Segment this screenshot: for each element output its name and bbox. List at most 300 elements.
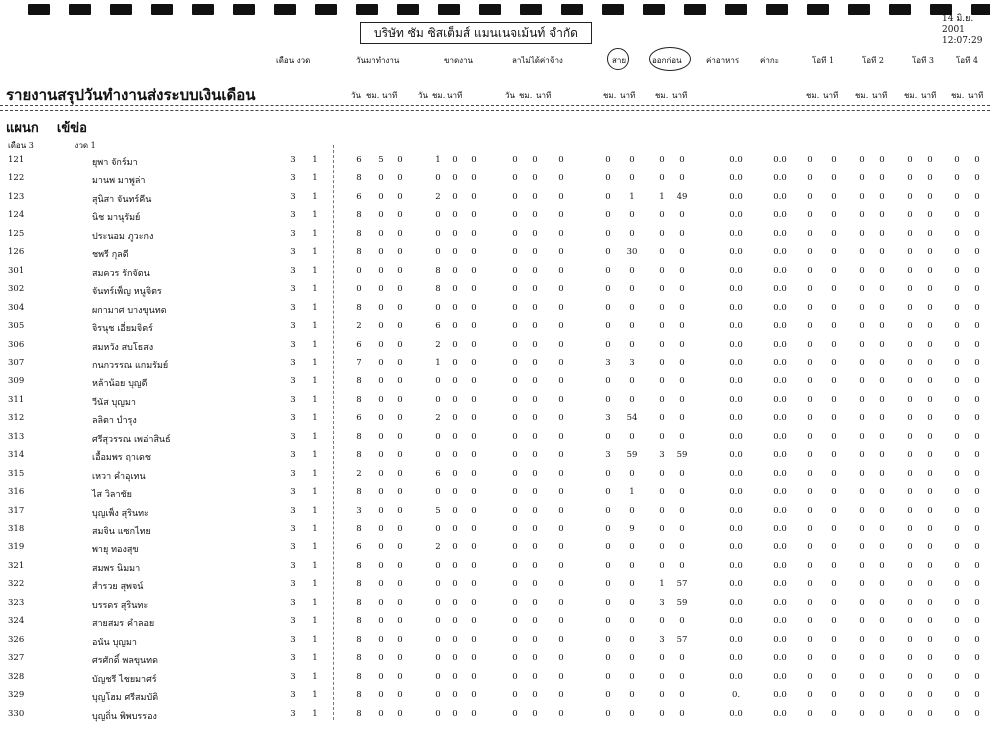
late-cell: 0 bbox=[605, 265, 611, 276]
absent-cell: 0 bbox=[452, 708, 458, 719]
food-cell: 0.0 bbox=[729, 339, 743, 350]
ot-cell: 0 bbox=[859, 210, 865, 221]
work-cell: 0 bbox=[378, 376, 384, 387]
ot-cell: 0 bbox=[879, 524, 885, 534]
employee-code: 327 bbox=[8, 653, 25, 664]
work-cell: 0 bbox=[397, 191, 403, 202]
unpaid-cell: 0 bbox=[512, 671, 518, 682]
work-cell: 0 bbox=[378, 505, 384, 516]
late-cell: 0 bbox=[629, 690, 635, 701]
ot-cell: 0 bbox=[927, 191, 933, 202]
table-row bbox=[0, 669, 990, 689]
period-cell: 1 bbox=[312, 302, 318, 313]
work-cell: 0 bbox=[378, 542, 384, 553]
header-shift: ค่ากะ bbox=[760, 56, 779, 65]
ot-cell: 0 bbox=[927, 284, 933, 295]
late-cell: 0 bbox=[629, 616, 635, 627]
employee-code: 317 bbox=[8, 505, 25, 516]
early-cell: 0 bbox=[659, 524, 665, 534]
period-cell: 1 bbox=[312, 191, 318, 202]
early-cell: 0 bbox=[659, 690, 665, 701]
ot-cell: 0 bbox=[927, 450, 933, 461]
ot-cell: 0 bbox=[927, 524, 933, 534]
work-cell: 0 bbox=[397, 376, 403, 387]
ot-cell: 0 bbox=[859, 339, 865, 350]
ot-cell: 0 bbox=[859, 155, 865, 165]
absent-cell: 0 bbox=[452, 542, 458, 553]
feed-hole bbox=[684, 4, 706, 15]
print-datetime bbox=[942, 14, 990, 47]
late-cell: 0 bbox=[605, 155, 611, 165]
table-row bbox=[0, 558, 990, 578]
late-cell: 1 bbox=[629, 191, 635, 202]
absent-cell: 0 bbox=[471, 634, 477, 645]
late-cell: 0 bbox=[605, 228, 611, 239]
absent-cell: 0 bbox=[452, 321, 458, 332]
early-cell: 0 bbox=[659, 671, 665, 682]
ot-cell: 0 bbox=[927, 690, 933, 701]
absent-cell: 0 bbox=[452, 376, 458, 387]
feed-hole bbox=[725, 4, 747, 15]
ot-cell: 0 bbox=[907, 505, 913, 516]
early-cell: 0 bbox=[659, 247, 665, 258]
absent-cell: 0 bbox=[471, 284, 477, 295]
ot-cell: 0 bbox=[954, 597, 960, 608]
work-cell: 8 bbox=[356, 302, 362, 313]
food-cell: 0.0 bbox=[729, 210, 743, 221]
ot-cell: 0 bbox=[927, 616, 933, 627]
employee-name: ประนอม ภูวะกง bbox=[92, 231, 154, 242]
ot-cell: 0 bbox=[954, 653, 960, 664]
shift-cell: 0.0 bbox=[773, 265, 787, 276]
shift-cell: 0.0 bbox=[773, 155, 787, 165]
early-cell: 0 bbox=[679, 560, 685, 571]
work-cell: 0 bbox=[397, 413, 403, 424]
employee-name: กนกวรรณ แกมรัมย์ bbox=[92, 360, 169, 371]
early-cell: 57 bbox=[676, 579, 688, 590]
early-cell: 3 bbox=[659, 634, 665, 645]
employee-code: 307 bbox=[8, 357, 25, 368]
unpaid-cell: 0 bbox=[512, 191, 518, 202]
employee-name: ไส วิลาชัย bbox=[92, 490, 132, 501]
ot-cell: 0 bbox=[831, 597, 837, 608]
food-cell: 0.0 bbox=[729, 284, 743, 295]
unpaid-cell: 0 bbox=[558, 542, 564, 553]
header-month-period: เดือน งวด bbox=[276, 56, 311, 65]
ot-cell: 0 bbox=[859, 450, 865, 461]
early-cell: 0 bbox=[679, 357, 685, 368]
ot-cell: 0 bbox=[859, 284, 865, 295]
food-cell: 0.0 bbox=[729, 468, 743, 479]
work-cell: 0 bbox=[378, 708, 384, 719]
period-cell: 1 bbox=[312, 173, 318, 184]
work-cell: 8 bbox=[356, 616, 362, 627]
unpaid-cell: 0 bbox=[558, 155, 564, 165]
employee-code: 316 bbox=[8, 487, 25, 498]
work-cell: 0 bbox=[397, 284, 403, 295]
ot-cell: 0 bbox=[954, 708, 960, 719]
absent-cell: 0 bbox=[452, 247, 458, 258]
early-cell: 0 bbox=[679, 431, 685, 442]
ot-cell: 0 bbox=[831, 487, 837, 498]
period-cell: 1 bbox=[312, 671, 318, 682]
early-cell: 0 bbox=[679, 228, 685, 239]
unpaid-cell: 0 bbox=[532, 634, 538, 645]
ot-cell: 0 bbox=[879, 173, 885, 184]
ot-cell: 0 bbox=[831, 302, 837, 313]
late-cell: 0 bbox=[605, 394, 611, 405]
feed-hole bbox=[356, 4, 378, 15]
table-row bbox=[0, 263, 990, 283]
unpaid-cell: 0 bbox=[512, 357, 518, 368]
work-cell: 0 bbox=[378, 339, 384, 350]
ot-cell: 0 bbox=[859, 431, 865, 442]
ot-cell: 0 bbox=[831, 265, 837, 276]
work-cell: 0 bbox=[397, 357, 403, 368]
unpaid-cell: 0 bbox=[512, 173, 518, 184]
ot-cell: 0 bbox=[954, 302, 960, 313]
ot-cell: 0 bbox=[807, 173, 813, 184]
early-cell: 0 bbox=[679, 394, 685, 405]
ot-cell: 0 bbox=[807, 302, 813, 313]
food-cell: 0.0 bbox=[729, 487, 743, 498]
early-cell: 0 bbox=[679, 376, 685, 387]
food-cell: 0.0 bbox=[729, 560, 743, 571]
absent-cell: 0 bbox=[435, 173, 441, 184]
month-cell: 3 bbox=[290, 265, 296, 276]
absent-cell: 0 bbox=[452, 505, 458, 516]
unpaid-cell: 0 bbox=[532, 155, 538, 165]
ot-cell: 0 bbox=[859, 357, 865, 368]
work-cell: 8 bbox=[356, 634, 362, 645]
absent-cell: 0 bbox=[471, 542, 477, 553]
ot-cell: 0 bbox=[807, 671, 813, 682]
shift-cell: 0.0 bbox=[773, 487, 787, 498]
late-cell: 9 bbox=[629, 524, 635, 534]
ot-cell: 0 bbox=[954, 468, 960, 479]
work-cell: 0 bbox=[356, 265, 362, 276]
month-cell: 3 bbox=[290, 210, 296, 221]
ot-cell: 0 bbox=[831, 284, 837, 295]
food-cell: 0.0 bbox=[729, 634, 743, 645]
ot-cell: 0 bbox=[879, 653, 885, 664]
employee-code: 302 bbox=[8, 284, 25, 295]
early-cell: 0 bbox=[679, 155, 685, 165]
absent-cell: 0 bbox=[471, 616, 477, 627]
unpaid-cell: 0 bbox=[532, 247, 538, 258]
ot-cell: 0 bbox=[859, 487, 865, 498]
employee-name: นิช มานุรัมย์ bbox=[92, 213, 141, 224]
shift-cell: 0.0 bbox=[773, 228, 787, 239]
sub-header-hour: ชม. bbox=[603, 91, 617, 100]
ot-cell: 0 bbox=[927, 155, 933, 165]
sub-header-hour: ชม. bbox=[904, 91, 918, 100]
employee-name: ยุพา จักร์มา bbox=[92, 158, 138, 168]
ot-cell: 0 bbox=[974, 579, 980, 590]
unpaid-cell: 0 bbox=[532, 524, 538, 534]
feed-hole bbox=[110, 4, 132, 15]
employee-code: 314 bbox=[8, 450, 25, 461]
unpaid-cell: 0 bbox=[532, 690, 538, 701]
unpaid-cell: 0 bbox=[558, 284, 564, 295]
food-cell: 0.0 bbox=[729, 247, 743, 258]
absent-cell: 0 bbox=[452, 191, 458, 202]
period-cell: 1 bbox=[312, 616, 318, 627]
ot-cell: 0 bbox=[927, 302, 933, 313]
sub-header-day: วัน bbox=[505, 91, 515, 100]
work-cell: 0 bbox=[378, 210, 384, 221]
table-row bbox=[0, 650, 990, 670]
month-cell: 3 bbox=[290, 339, 296, 350]
unpaid-cell: 0 bbox=[512, 616, 518, 627]
ot-cell: 0 bbox=[974, 376, 980, 387]
work-cell: 8 bbox=[356, 597, 362, 608]
ot-cell: 0 bbox=[954, 191, 960, 202]
ot-cell: 0 bbox=[859, 247, 865, 258]
ot-cell: 0 bbox=[907, 247, 913, 258]
absent-cell: 0 bbox=[452, 690, 458, 701]
ot-cell: 0 bbox=[879, 505, 885, 516]
feed-hole bbox=[561, 4, 583, 15]
work-cell: 0 bbox=[397, 450, 403, 461]
month-cell: 3 bbox=[290, 247, 296, 258]
ot-cell: 0 bbox=[974, 284, 980, 295]
period-cell: 1 bbox=[312, 505, 318, 516]
employee-code: 301 bbox=[8, 265, 25, 276]
early-cell: 0 bbox=[659, 505, 665, 516]
shift-cell: 0.0 bbox=[773, 357, 787, 368]
table-row bbox=[0, 337, 990, 357]
work-cell: 0 bbox=[378, 653, 384, 664]
ot-cell: 0 bbox=[974, 468, 980, 479]
absent-cell: 0 bbox=[471, 357, 477, 368]
absent-cell: 0 bbox=[452, 579, 458, 590]
ot-cell: 0 bbox=[907, 431, 913, 442]
unpaid-cell: 0 bbox=[532, 339, 538, 350]
table-row bbox=[0, 392, 990, 412]
employee-code: 305 bbox=[8, 321, 25, 332]
sub-header-hour: ชม. bbox=[432, 91, 446, 100]
unpaid-cell: 0 bbox=[532, 413, 538, 424]
month-cell: 3 bbox=[290, 468, 296, 479]
work-cell: 0 bbox=[397, 265, 403, 276]
unpaid-cell: 0 bbox=[558, 265, 564, 276]
ot-cell: 0 bbox=[974, 708, 980, 719]
unpaid-cell: 0 bbox=[532, 210, 538, 221]
ot-cell: 0 bbox=[907, 653, 913, 664]
absent-cell: 0 bbox=[471, 394, 477, 405]
ot-cell: 0 bbox=[831, 247, 837, 258]
late-cell: 0 bbox=[629, 155, 635, 165]
late-cell: 0 bbox=[629, 321, 635, 332]
ot-cell: 0 bbox=[807, 450, 813, 461]
table-row bbox=[0, 244, 990, 264]
ot-cell: 0 bbox=[974, 690, 980, 701]
late-cell: 0 bbox=[605, 671, 611, 682]
unpaid-cell: 0 bbox=[532, 560, 538, 571]
ot-cell: 0 bbox=[831, 339, 837, 350]
ot-cell: 0 bbox=[859, 560, 865, 571]
ot-cell: 0 bbox=[807, 524, 813, 534]
late-cell: 0 bbox=[629, 560, 635, 571]
ot-cell: 0 bbox=[907, 376, 913, 387]
ot-cell: 0 bbox=[831, 155, 837, 165]
ot-cell: 0 bbox=[807, 579, 813, 590]
month-cell: 3 bbox=[290, 191, 296, 202]
absent-cell: 0 bbox=[471, 708, 477, 719]
ot-cell: 0 bbox=[907, 155, 913, 165]
ot-cell: 0 bbox=[974, 265, 980, 276]
unpaid-cell: 0 bbox=[512, 247, 518, 258]
ot-cell: 0 bbox=[927, 210, 933, 221]
work-cell: 2 bbox=[356, 468, 362, 479]
work-cell: 0 bbox=[397, 228, 403, 239]
absent-cell: 8 bbox=[435, 265, 441, 276]
table-row bbox=[0, 595, 990, 615]
feed-hole bbox=[28, 4, 50, 15]
employee-name: บุญถิ่น พิพบรรอง bbox=[92, 711, 157, 722]
employee-code: 304 bbox=[8, 302, 25, 313]
shift-cell: 0.0 bbox=[773, 210, 787, 221]
ot-cell: 0 bbox=[831, 357, 837, 368]
ot-cell: 0 bbox=[954, 321, 960, 332]
work-cell: 0 bbox=[397, 690, 403, 701]
late-cell: 0 bbox=[629, 431, 635, 442]
work-cell: 8 bbox=[356, 690, 362, 701]
ot-cell: 0 bbox=[807, 542, 813, 553]
ot-cell: 0 bbox=[954, 450, 960, 461]
ot-cell: 0 bbox=[907, 524, 913, 534]
ot-cell: 0 bbox=[807, 597, 813, 608]
table-row bbox=[0, 687, 990, 707]
ot-cell: 0 bbox=[974, 542, 980, 553]
header-ot1: โอที 1 bbox=[812, 56, 835, 65]
absent-cell: 0 bbox=[471, 468, 477, 479]
food-cell: 0.0 bbox=[729, 524, 743, 534]
absent-cell: 8 bbox=[435, 284, 441, 295]
ot-cell: 0 bbox=[859, 542, 865, 553]
ot-cell: 0 bbox=[807, 155, 813, 165]
ot-cell: 0 bbox=[831, 431, 837, 442]
late-cell: 0 bbox=[629, 708, 635, 719]
employee-name: บรรดร สุรินทะ bbox=[92, 600, 149, 611]
ot-cell: 0 bbox=[859, 579, 865, 590]
late-cell: 0 bbox=[629, 505, 635, 516]
early-cell: 0 bbox=[659, 155, 665, 165]
early-cell: 0 bbox=[679, 653, 685, 664]
absent-cell: 0 bbox=[452, 450, 458, 461]
ot-cell: 0 bbox=[879, 210, 885, 221]
absent-cell: 2 bbox=[435, 413, 441, 424]
work-cell: 0 bbox=[397, 173, 403, 184]
ot-cell: 0 bbox=[907, 210, 913, 221]
food-cell: 0.0 bbox=[729, 431, 743, 442]
late-cell: 0 bbox=[629, 579, 635, 590]
early-cell: 0 bbox=[679, 468, 685, 479]
table-row bbox=[0, 632, 990, 652]
ot-cell: 0 bbox=[974, 653, 980, 664]
period-cell: 1 bbox=[312, 487, 318, 498]
ot-cell: 0 bbox=[807, 228, 813, 239]
absent-cell: 0 bbox=[471, 560, 477, 571]
period-label: งวด bbox=[74, 141, 89, 150]
absent-cell: 0 bbox=[452, 653, 458, 664]
late-cell: 3 bbox=[629, 357, 635, 368]
ot-cell: 0 bbox=[927, 394, 933, 405]
ot-cell: 0 bbox=[879, 487, 885, 498]
ot-cell: 0 bbox=[974, 487, 980, 498]
unpaid-cell: 0 bbox=[532, 579, 538, 590]
late-cell: 0 bbox=[629, 634, 635, 645]
period-cell: 1 bbox=[312, 690, 318, 701]
absent-cell: 5 bbox=[435, 505, 441, 516]
month-cell: 3 bbox=[290, 284, 296, 295]
header-absent: ขาดงาน bbox=[444, 56, 474, 65]
table-row bbox=[0, 484, 990, 504]
late-cell: 30 bbox=[626, 247, 638, 258]
month-cell: 3 bbox=[290, 690, 296, 701]
absent-cell: 0 bbox=[452, 671, 458, 682]
unpaid-cell: 0 bbox=[558, 468, 564, 479]
sub-header-day: วัน bbox=[418, 91, 428, 100]
month-cell: 3 bbox=[290, 228, 296, 239]
food-cell: 0.0 bbox=[729, 542, 743, 553]
month-cell: 3 bbox=[290, 616, 296, 627]
shift-cell: 0.0 bbox=[773, 321, 787, 332]
ot-cell: 0 bbox=[954, 690, 960, 701]
work-cell: 0 bbox=[378, 690, 384, 701]
unpaid-cell: 0 bbox=[512, 487, 518, 498]
early-cell: 0 bbox=[659, 321, 665, 332]
employee-code: 121 bbox=[8, 155, 25, 165]
period-cell: 1 bbox=[312, 450, 318, 461]
ot-cell: 0 bbox=[879, 671, 885, 682]
employee-name: ศรีสุวรรณ เพอ่าสินธ์ bbox=[92, 434, 171, 445]
unpaid-cell: 0 bbox=[512, 634, 518, 645]
shift-cell: 0.0 bbox=[773, 653, 787, 664]
feed-hole bbox=[397, 4, 419, 15]
ot-cell: 0 bbox=[927, 505, 933, 516]
work-cell: 0 bbox=[378, 302, 384, 313]
table-row bbox=[0, 447, 990, 467]
period-cell: 1 bbox=[312, 653, 318, 664]
late-cell: 0 bbox=[629, 653, 635, 664]
late-cell: 0 bbox=[605, 247, 611, 258]
ot-cell: 0 bbox=[807, 653, 813, 664]
late-cell: 0 bbox=[605, 579, 611, 590]
early-cell: 0 bbox=[679, 524, 685, 534]
ot-cell: 0 bbox=[859, 191, 865, 202]
early-cell: 0 bbox=[679, 339, 685, 350]
work-cell: 0 bbox=[378, 321, 384, 332]
shift-cell: 0.0 bbox=[773, 597, 787, 608]
ot-cell: 0 bbox=[927, 597, 933, 608]
late-cell: 0 bbox=[629, 542, 635, 553]
work-cell: 8 bbox=[356, 671, 362, 682]
period-cell: 1 bbox=[312, 155, 318, 165]
month-period-line bbox=[8, 139, 96, 152]
absent-cell: 0 bbox=[435, 579, 441, 590]
unpaid-cell: 0 bbox=[532, 228, 538, 239]
period-cell: 1 bbox=[312, 431, 318, 442]
ot-cell: 0 bbox=[879, 191, 885, 202]
ot-cell: 0 bbox=[927, 653, 933, 664]
absent-cell: 0 bbox=[471, 579, 477, 590]
table-row bbox=[0, 706, 990, 726]
employee-name: พายุ ทองสุข bbox=[92, 545, 139, 556]
ot-cell: 0 bbox=[974, 524, 980, 534]
ot-cell: 0 bbox=[907, 321, 913, 332]
